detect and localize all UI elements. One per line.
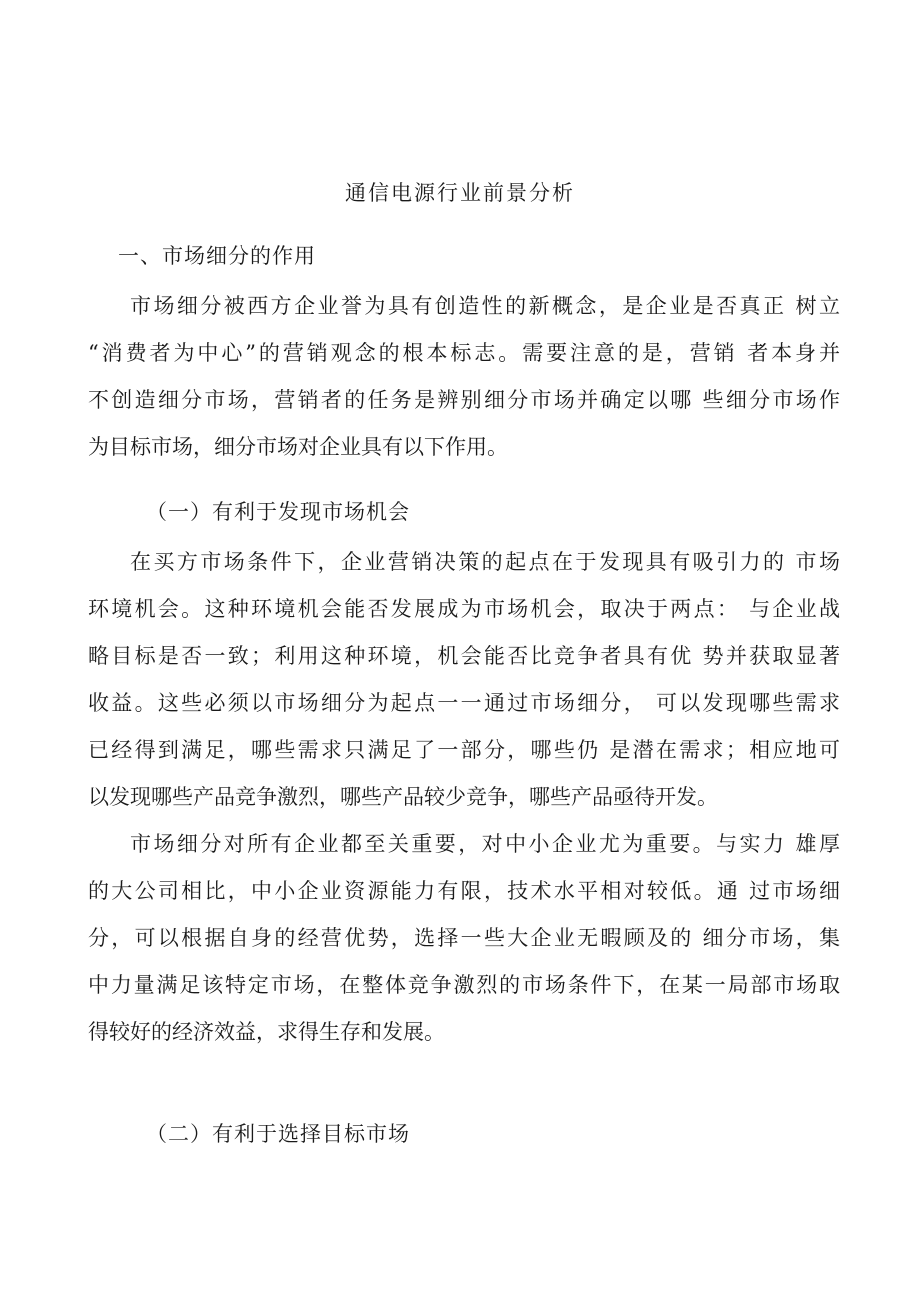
small-business-paragraph <box>88 821 840 1056</box>
subsection-heading: （二）有利于选择目标市场 <box>146 1122 410 1146</box>
paragraph-line: 为目标市场，细分市场对企业具有以下作用。 <box>88 435 508 459</box>
paragraph-line: 的大公司相比，中小企业资源能力有限，技术水平相对较低。通 过市场细 <box>88 879 840 903</box>
paragraph-line: 收益。这些必须以市场细分为起点一一通过市场细分， 可以发现哪些需求 <box>88 691 840 715</box>
paragraph-line: “消费者为中心”的营销观念的根本标志。需要注意的是，营销 者本身并 <box>88 341 840 365</box>
paragraph-line: 市场细分被西方企业誉为具有创造性的新概念，是企业是否真正 树立 <box>130 294 840 318</box>
paragraph-line: 已经得到满足，哪些需求只满足了一部分，哪些仍 是潜在需求；相应地可 <box>88 738 840 762</box>
paragraph-line: 以发现哪些产品竞争激烈，哪些产品较少竞争，哪些产品亟待开发。 <box>88 785 718 809</box>
paragraph-line: 分，可以根据自身的经营优势，选择一些大企业无暇顾及的 细分市场，集 <box>88 926 840 950</box>
paragraph-line: 得较好的经济效益，求得生存和发展。 <box>88 1020 445 1044</box>
paragraph-line: 环境机会。这种环境机会能否发展成为市场机会，取决于两点： 与企业战 <box>88 597 840 621</box>
document-title: 通信电源行业前景分析 <box>345 181 575 205</box>
paragraph-line: 中力量满足该特定市场，在整体竞争激烈的市场条件下，在某一局部市场取 <box>88 973 840 997</box>
subsection-heading: （一）有利于发现市场机会 <box>146 500 410 524</box>
market-opportunity-paragraph <box>88 539 840 821</box>
paragraph-line: 略目标是否一致；利用这种环境，机会能否比竞争者具有优 势并获取显著 <box>88 644 840 668</box>
paragraph-line: 在买方市场条件下，企业营销决策的起点在于发现具有吸引力的 市场 <box>130 550 840 574</box>
paragraph-line: 不创造细分市场，营销者的任务是辨别细分市场并确定以哪 些细分市场作 <box>88 388 840 412</box>
paragraph-line: 市场细分对所有企业都至关重要，对中小企业尤为重要。与实力 雄厚 <box>130 832 840 856</box>
intro-paragraph <box>88 283 840 471</box>
section-heading: 一、市场细分的作用 <box>118 244 316 268</box>
